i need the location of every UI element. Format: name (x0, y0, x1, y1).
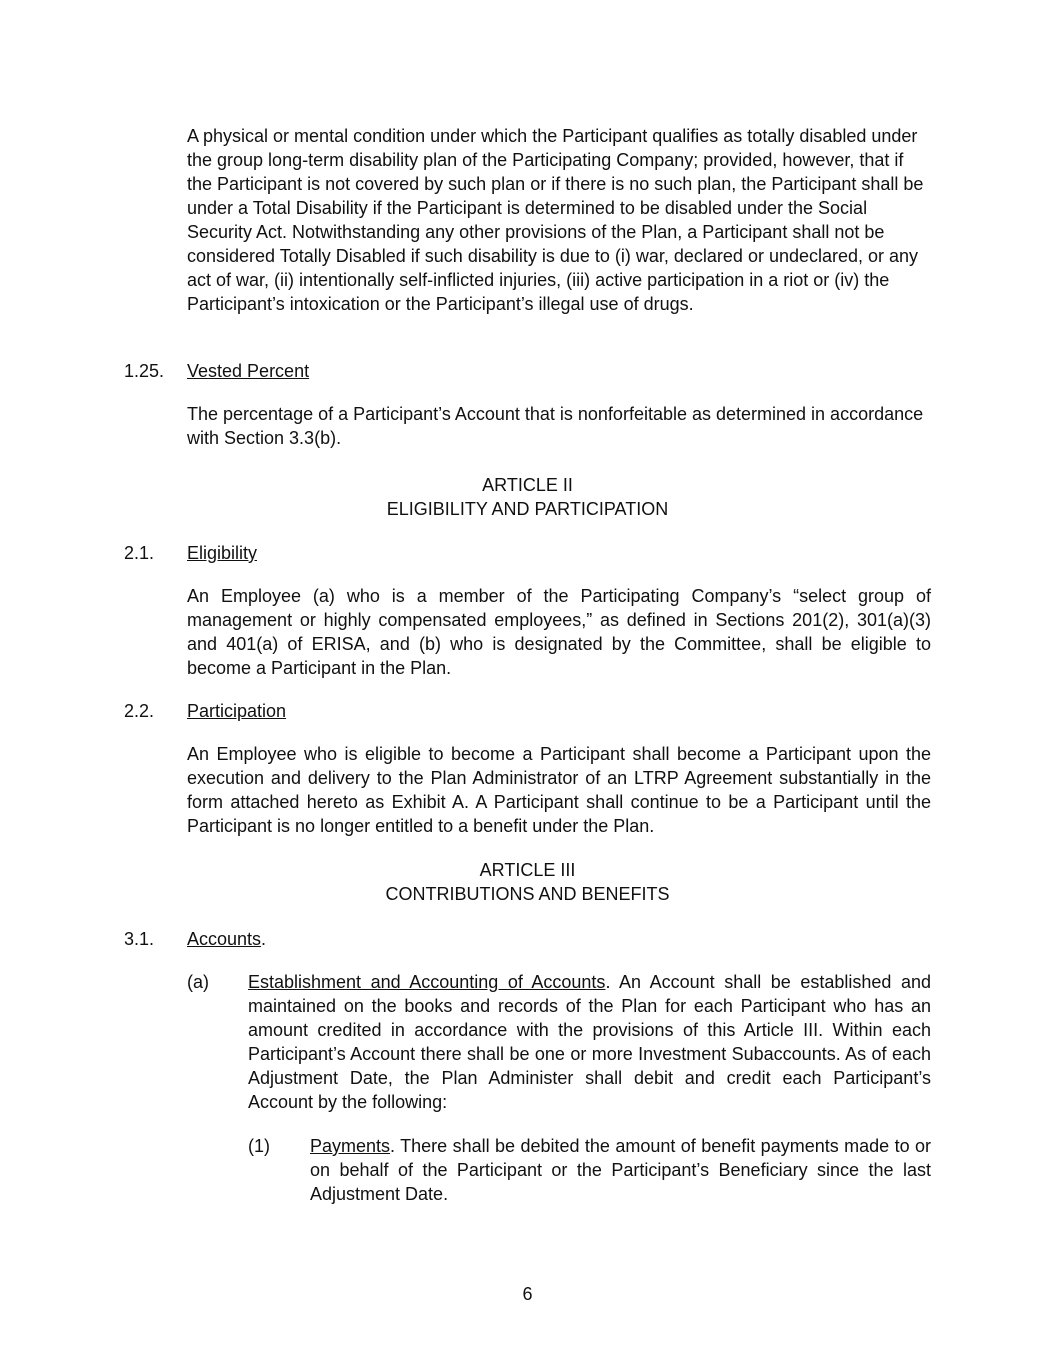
subsection-a-text: An Account shall be established and maintained on the books and records of the Plan for each Participant who has an amount credited in accordance with the provisions of this Article III. Within each Participant’s Account there shall be one or more Investment Subaccounts. As of each Adjustment Date, the Plan Administer shall debit and credit each Participant’s Account by the following: (248, 972, 931, 1112)
item-1-label: (1) (248, 1136, 270, 1156)
subsection-a-body (248, 970, 931, 1114)
article-3-heading (0, 858, 1055, 906)
section-3-1-title-period: . (261, 929, 267, 949)
section-3-1-heading (187, 927, 266, 951)
item-1-text: There shall be debited the amount of benefit payments made to or on behalf of the Participant or the Participant’s Beneficiary since the last Adjustment Date. (310, 1136, 931, 1204)
section-2-1-body: An Employee (a) who is a member of the Participating Company’s “select group of management or highly compensated employees,” as defined in Sections 201(2), 301(a)(3) and 401(a) of ERISA, and (b) who is designated by the Committee, shall be eligible to become a Participant in the Plan. (187, 586, 931, 678)
section-2-2-title: Participation (187, 701, 287, 721)
total-disability-definition: A physical or mental condition under which the Participant qualifies as totally disabled under the group long-term disability plan of the Participating Company; provided, however, that if the Participant is not covered by such plan or if there is no such plan, the Participant shall be under a Total Disability if the Participant is determined to be disabled under the Social Security Act. Notwithstanding any other provisions of the Plan, a Participant shall not be considered Totally Disabled if such disability is due to (i) war, declared or undeclared, or any act of war, (ii) intentionally self-inflicted injuries, (iii) active participation in a riot or (iv) the Participant’s intoxication or the Participant’s illegal use of drugs. (187, 126, 924, 314)
article-2-heading (0, 473, 1055, 521)
section-1-25-title: Vested Percent (187, 361, 310, 381)
section-2-2-body: An Employee who is eligible to become a Participant shall become a Participant upon the execution and delivery to the Plan Administrator of an LTRP Agreement substantially in the form attached hereto as Exhibit A. A Participant shall continue to be a Participant until the Participant is no longer entitled to a benefit under the Plan. (187, 744, 931, 836)
subsection-a-label: (a) (187, 972, 209, 992)
section-2-1-title: Eligibility (187, 543, 258, 563)
section-1-25-body: The percentage of a Participant’s Account that is nonforfeitable as determined in accordance with Section 3.3(b). (187, 404, 924, 448)
section-2-2-number: 2.2. (124, 701, 155, 721)
subsection-a-title: Establishment and Accounting of Accounts (248, 972, 606, 992)
section-2-1-number: 2.1. (124, 543, 155, 563)
item-1-body (310, 1134, 931, 1206)
section-3-1-title: Accounts (187, 929, 262, 949)
article-3-title: CONTRIBUTIONS AND BENEFITS (385, 884, 670, 904)
article-3-number: ARTICLE III (479, 860, 576, 880)
section-1-25-number: 1.25. (124, 361, 165, 381)
article-2-number: ARTICLE II (482, 475, 573, 495)
article-2-title: ELIGIBILITY AND PARTICIPATION (386, 499, 669, 519)
item-1-title: Payments (310, 1136, 391, 1156)
page-number: 6 (522, 1284, 533, 1304)
item-1-title-period: . (390, 1136, 396, 1156)
section-3-1-number: 3.1. (124, 929, 155, 949)
subsection-a-title-period: . (605, 972, 611, 992)
